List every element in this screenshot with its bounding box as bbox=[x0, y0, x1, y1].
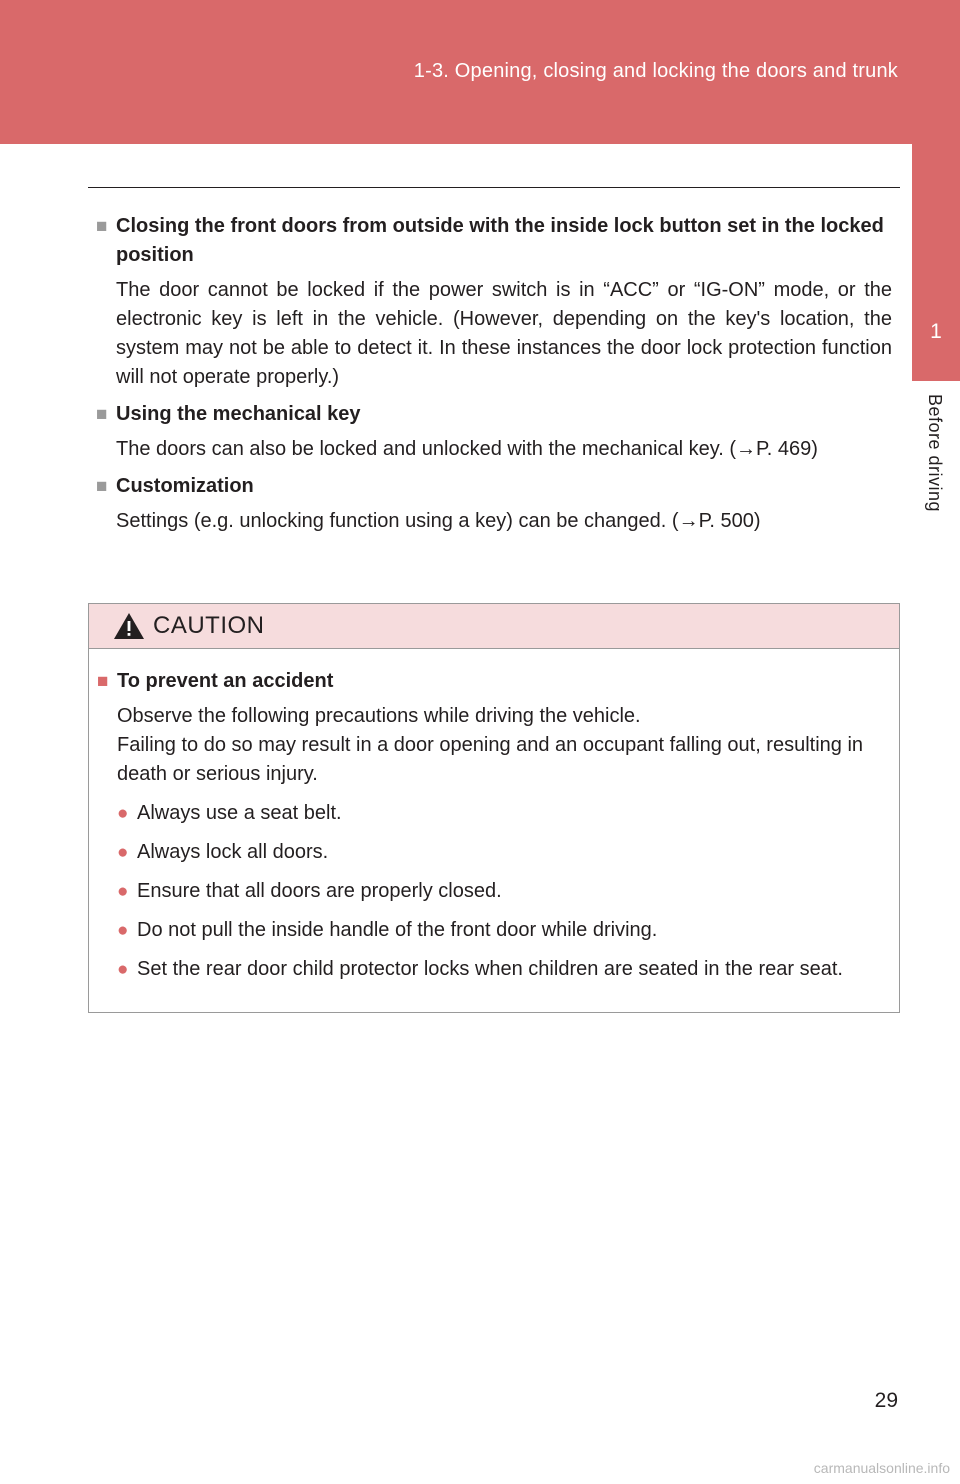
circle-bullet-icon: ● bbox=[117, 959, 129, 980]
caution-bullet: ● Do not pull the inside handle of the front door while driving. bbox=[97, 916, 891, 945]
circle-bullet-icon: ● bbox=[117, 842, 129, 863]
warning-triangle-icon bbox=[113, 612, 145, 640]
chapter-tab bbox=[912, 144, 960, 381]
chapter-label: Before driving bbox=[925, 394, 945, 513]
section-closing-doors bbox=[96, 212, 892, 392]
caution-bullet: ● Set the rear door child protector locks when children are seated in the rear seat. bbox=[97, 955, 891, 984]
watermark: carmanualsonline.info bbox=[813, 1460, 950, 1476]
square-bullet-icon: ■ bbox=[97, 671, 109, 692]
caution-bullet: ● Always lock all doors. bbox=[97, 838, 891, 867]
chapter-number: 1 bbox=[930, 320, 942, 343]
circle-bullet-icon: ● bbox=[117, 803, 129, 824]
caution-subtitle: To prevent an accident bbox=[117, 670, 334, 692]
square-bullet-icon: ■ bbox=[96, 404, 108, 425]
caution-text: Failing to do so may result in a door opening and an occupant falling out, resulting in death or serious injury. bbox=[117, 734, 864, 785]
circle-bullet-icon: ● bbox=[117, 881, 129, 902]
section-title: Closing the front doors from outside with the inside lock button set in the locked position bbox=[116, 215, 884, 266]
circle-bullet-icon: ● bbox=[117, 920, 129, 941]
caution-bullet: ● Ensure that all doors are properly closed. bbox=[97, 877, 891, 906]
header-band bbox=[0, 0, 960, 144]
section-body: The doors can also be locked and unlocked with the mechanical key. (→P. 469) bbox=[116, 438, 818, 460]
caution-title: CAUTION bbox=[153, 612, 265, 639]
page-number: 29 bbox=[874, 1389, 898, 1412]
square-bullet-icon: ■ bbox=[96, 216, 108, 237]
caution-text: Observe the following precautions while driving the vehicle. bbox=[117, 705, 641, 727]
section-title: Using the mechanical key bbox=[116, 403, 361, 425]
section-mechanical-key bbox=[96, 400, 892, 464]
section-body: Settings (e.g. unlocking function using a key) can be changed. (→P. 500) bbox=[116, 510, 761, 532]
square-bullet-icon: ■ bbox=[96, 476, 108, 497]
section-title: Customization bbox=[116, 475, 254, 497]
main-content bbox=[96, 212, 892, 544]
caution-header bbox=[89, 604, 899, 649]
caution-box bbox=[88, 603, 900, 1013]
section-body: The door cannot be locked if the power switch is in “ACC” or “IG-ON” mode, or the electronic key is left in the vehicle. (However, depending on the key's location, the system may not be able to detect it. In these instances the door lock protection function will not operate properly.) bbox=[116, 279, 892, 388]
section-customization bbox=[96, 472, 892, 536]
section-header-title: 1-3. Opening, closing and locking the doors and trunk bbox=[413, 60, 898, 82]
caution-body bbox=[89, 649, 899, 984]
top-divider bbox=[88, 187, 900, 188]
caution-bullet: ● Always use a seat belt. bbox=[97, 799, 891, 828]
